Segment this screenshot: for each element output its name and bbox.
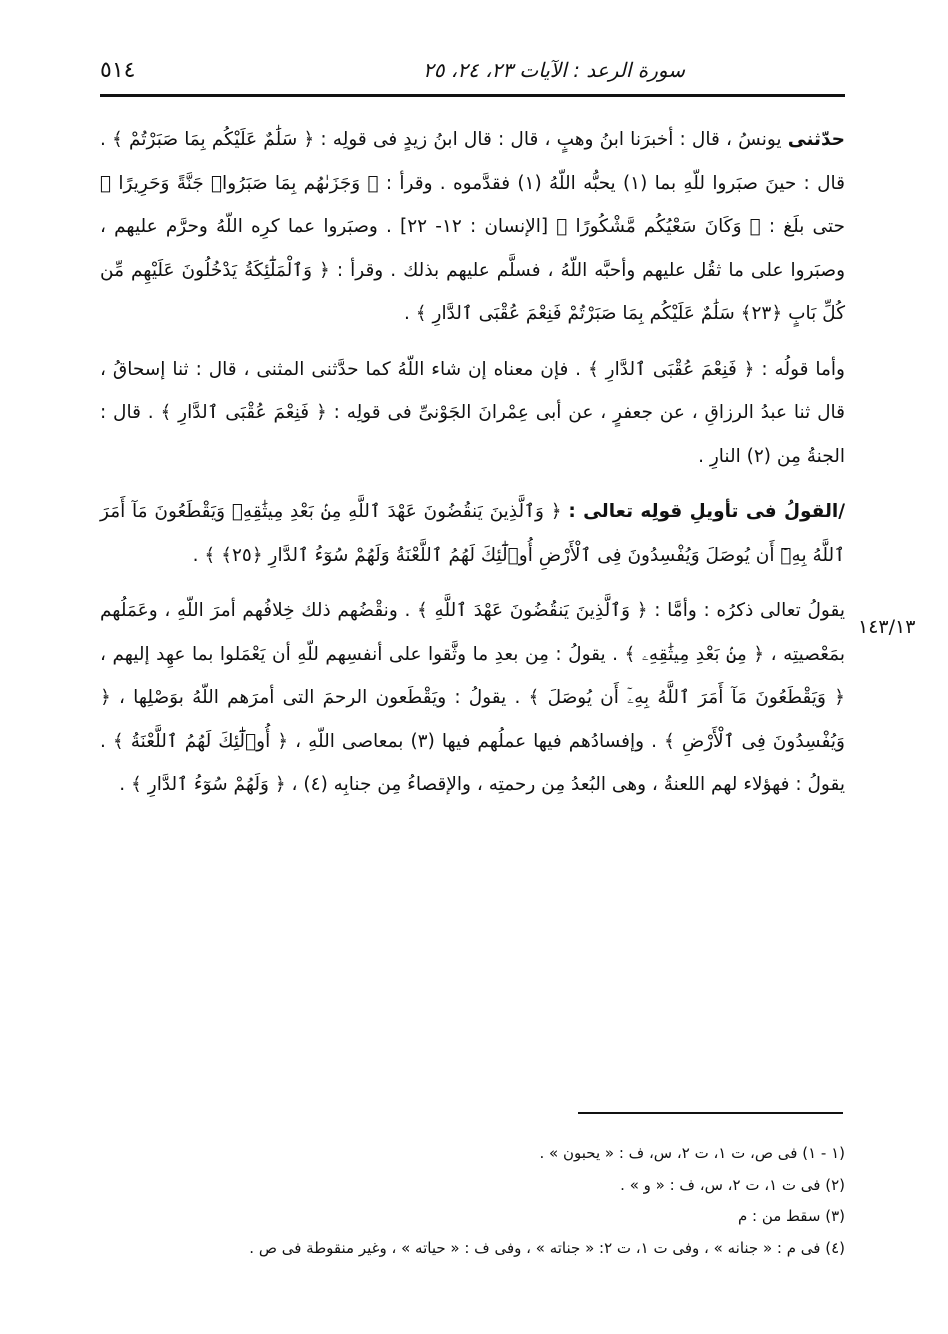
paragraph-3-text: ﴿ وَٱلَّذِينَ يَنقُضُونَ عَهْدَ ٱللَّهِ مِنۢ بَعْدِ مِيثَٰقِهِۦ وَيَقْطَعُونَ مَآ أَمَرَ ٱللَّهُ بِهِۦٓ أَن يُوصَلَ وَيُفْسِدُونَ فِى ٱلْأَرْضِ أُو۟لَٰٓئِكَ لَهُمُ ٱللَّعْنَةُ وَلَهُمْ سُوٓءُ ٱلدَّارِ ﴿٢٥﴾ ﴾ . — [100, 501, 845, 566]
paragraph-3 — [100, 490, 845, 577]
header-rule — [100, 94, 845, 97]
footnote-3: (٣) سقط من : م — [737, 1207, 845, 1225]
paragraph-1-text: يونسُ ، قال : أخبرَنا ابنُ وهبٍ ، قال : قال ابنُ زيدٍ فى قولِه : ﴿ سَلَٰمٌ عَلَيْكُم بِمَا صَبَرْتُمْ ﴾ . قال : حينَ صبَروا للّهِ بما (١) يحبُّه اللّهُ (١) فقدَّموه . وقرأ : ﴿ وَجَزَىٰهُم بِمَا صَبَرُوا۟ جَنَّةً وَحَرِيرًا ﴾ حتى بلَغ : ﴿ وَكَانَ سَعْيُكُم مَّشْكُورًا ﴾ [الإنسان : ١٢- ٢٢] . وصبَروا عما كرِه اللّهُ وحرَّم عليهم ، وصبَروا على ما ثقُل عليهم وأحبَّه اللّهُ ، فسلَّم عليهم بذلك . وقرأ : ﴿ وَٱلْمَلَٰٓئِكَةُ يَدْخُلُونَ عَلَيْهِم مِّن كُلِّ بَابٍ ﴿٢٣﴾ سَلَٰمٌ عَلَيْكُم بِمَا صَبَرْتُمْ فَنِعْمَ عُقْبَى ٱلدَّارِ ﴾ . — [100, 129, 845, 324]
footnote-1: (١ - ١) فى ص، ت ١، ت ٢، س، ف : « يحبون » . — [539, 1144, 845, 1162]
paragraph-1 — [100, 118, 845, 336]
footnotes — [120, 1138, 845, 1264]
paragraph-4 — [100, 589, 845, 807]
paragraph-2-text: وأما قولُه : ﴿ فَنِعْمَ عُقْبَى ٱلدَّارِ ﴾ . فإن معناه إن شاء اللّهُ كما حدَّثنى المثنى ، قال : ثنا إسحاقُ ، قال ثنا عبدُ الرزاقِ ، عن جعفرٍ ، عن أبى عِمْرانَ الجَوْنىِّ فى قولِه : ﴿ فَنِعْمَ عُقْبَى ٱلدَّارِ ﴾ . قال : الجنةُ مِن (٢) النارِ . — [100, 358, 845, 467]
margin-reference: ١٤٣/١٣ — [858, 616, 916, 638]
paragraph-4-text: يقولُ تعالى ذكرُه : وأمَّا : ﴿ وَٱلَّذِينَ يَنقُضُونَ عَهْدَ ٱللَّهِ ﴾ . ونقْضُهم ذلك خِلافُهم أمرَ اللّهِ ، وعَمَلُهم بمَعْصيتِه ، ﴿ مِنۢ بَعْدِ مِيثَٰقِهِۦ ﴾ . يقولُ : مِن بعدِ ما وثَّقوا على أنفسِهم للّهِ أن يَعْمَلوا بما عهِد إليهم ، ﴿ وَيَقْطَعُونَ مَآ أَمَرَ ٱللَّهُ بِهِۦٓ أَن يُوصَلَ ﴾ . يقولُ : ويَقْطَعون الرحمَ التى أمرَهم اللّهُ بوَصْلِها ، ﴿ وَيُفْسِدُونَ فِى ٱلْأَرْضِ ﴾ . وإفسادُهم فيها عملُهم فيها (٣) بمعاصى اللّهِ ، ﴿ أُو۟لَٰٓئِكَ لَهُمُ ٱللَّعْنَةُ ﴾ . يقولُ : فهؤلاء لهم اللعنةُ ، وهى البُعدُ مِن رحمتِه ، والإقصاءُ مِن جنابِه (٤) ، ﴿ وَلَهُمْ سُوٓءُ ٱلدَّارِ ﴾ . — [100, 600, 845, 795]
main-text — [100, 118, 845, 807]
paragraph-1-lead: حدّثنى — [787, 129, 845, 150]
page-header — [100, 48, 845, 92]
footnote-rule — [578, 1112, 843, 1114]
paragraph-3-lead: /القولُ فى تأويلِ قولِه تعالى : — [568, 501, 845, 522]
paragraph-2 — [100, 348, 845, 479]
page-number: ٥١٤ — [100, 57, 136, 83]
running-title: سورة الرعد : الآيات ٢٣، ٢٤، ٢٥ — [422, 58, 685, 82]
footnote-4: (٤) فى م : « جنانه » ، وفى ت ١، ت ٢: « جناته » ، وفى ف : « حياته » ، وغير منقوطة فى ص . — [249, 1238, 845, 1257]
footnote-2: (٢) فى ت ١، ت ٢، س، ف : « و » . — [620, 1175, 845, 1194]
